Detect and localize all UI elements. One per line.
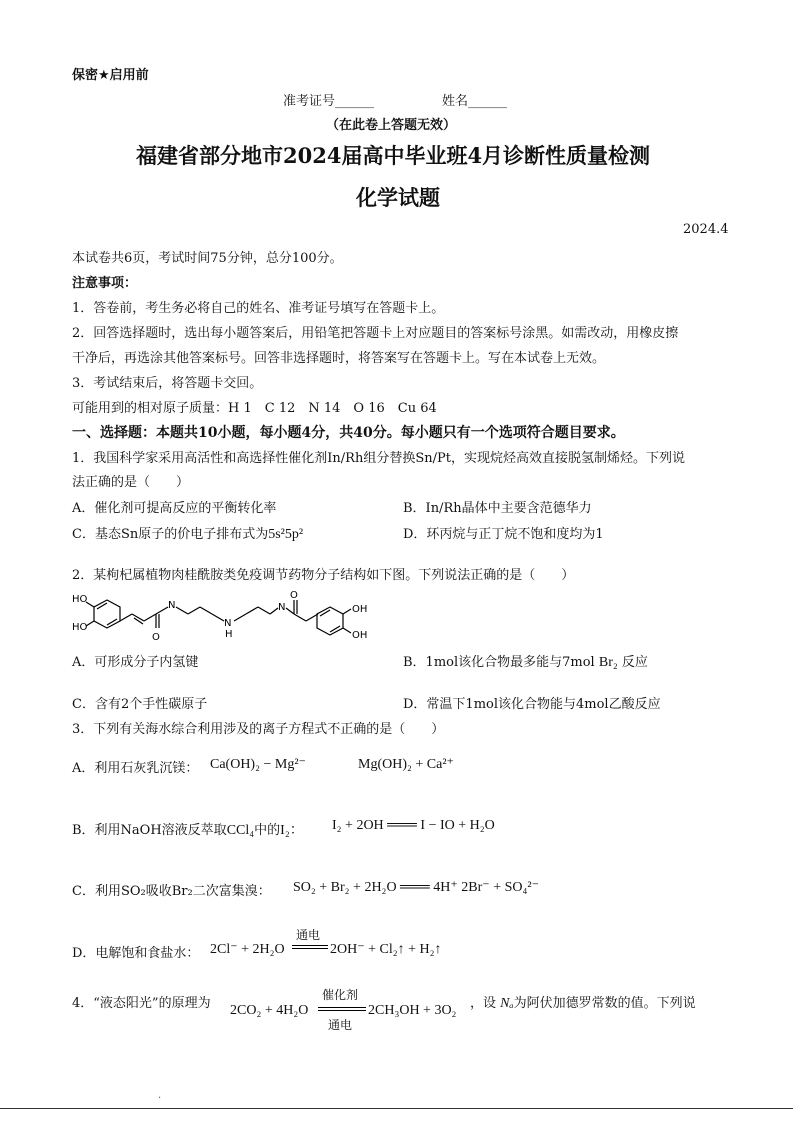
q4-stem-pre: 4．“液态阳光”的原理为 [72,996,211,1011]
q4-condition-bottom: 通电 [328,1018,353,1032]
q4-eq-left: 2CO₂ + 4H₂O [230,1003,309,1018]
q3-option-b-mid: 中的 [254,823,281,838]
q3-option-c-eq: SO₂ + Br₂ + 2H₂O ═══ 4H⁺ 2Br⁻ + SO₄²⁻ [293,880,539,895]
q1-option-c [72,523,303,543]
mol-label-oh-top: OH [352,604,368,615]
q3-option-a-eq-right: Mg(OH)₂ + Ca²⁺ [358,757,454,772]
note-1: 1．答卷前，考生务必将自己的姓名、准考证号填写在答题卡上。 [72,301,445,316]
invalid-note: （在此卷上答题无效） [326,118,457,133]
mol-label-n-mid: N [224,618,232,629]
q2-option-d: D．常温下1mol该化合物能与4mol乙酸反应 [403,697,661,712]
q4-stem-post [470,992,696,1012]
secret-label: 保密★启用前 [72,68,149,83]
q1-option-c-text: C．基态Sn原子的价电子排布式为 [72,527,269,542]
mol-label-n-right: N [278,602,286,613]
q4-stem-post-text: ，设 [470,996,497,1011]
footer-mark: . [158,1090,162,1101]
q3-option-b-text: B．利用NaOH溶液反萃取 [72,823,227,838]
page-subtitle: 化学试题 [356,185,440,210]
q2-molecule-structure [72,588,372,646]
mol-label-o-left: O [152,632,160,643]
mol-label-n-left: N [168,600,176,611]
q4-condition-top: 催化剂 [322,988,359,1002]
q3-option-d-eq-right: 2OH⁻ + Cl₂↑ + H₂↑ [330,942,442,957]
q2-option-b-text: B．1mol该化合物最多能与7mol [403,655,595,670]
q3-option-a-eq-left: Ca(OH)₂ − Mg²⁻ [210,757,306,772]
q3-option-d-eq-bar-bottom [292,948,328,949]
notes-title: 注意事项： [72,276,138,291]
q2-option-a: A．可形成分子内氢键 [72,655,199,670]
mol-label-oh-bottom: OH [352,630,368,641]
exam-number-label: 准考证号______ [283,94,375,109]
q3-option-d-eq-bar-top [292,945,328,946]
section-heading: 一、选择题：本题共10小题，每小题4分，共40分。每小题只有一个选项符合题目要求。 [72,425,625,441]
mol-label-h: H [225,629,233,640]
mol-label-ho-top: HO [72,594,88,605]
q2-option-b-formula: Br₂ [598,655,618,670]
q2-option-b [403,651,648,671]
exam-summary: 本试卷共6页，考试时间75分钟，总分100分。 [72,251,343,266]
q4-eq-bar-top [318,1007,366,1008]
q2-option-b-post: 反应 [621,655,648,670]
q1-stem-b: 法正确的是（ ） [72,475,190,490]
q4-eq-bar-bottom [318,1010,366,1011]
page-title: 福建省部分地市2024届高中毕业班4月诊断性质量检测 [136,143,651,168]
mol-label-o-right: O [290,590,298,601]
q3-option-b [72,819,304,839]
q3-option-b-eq: I₂ + 2OH ═══ I − IO + H₂O [332,818,495,833]
q3-stem: 3．下列有关海水综合利用涉及的离子方程式不正确的是（ ） [72,722,445,737]
q1-option-a: A．催化剂可提高反应的平衡转化率 [72,501,277,516]
q3-option-d-condition: 通电 [296,928,321,942]
q4-stem-end: 为阿伏加德罗常数的值。下列说 [513,996,696,1011]
q3-option-b-i2: I₂： [280,823,304,838]
atomic-masses: 可能用到的相对原子质量：H 1 C 12 N 14 O 16 Cu 64 [72,401,437,416]
exam-date: 2024.4 [683,222,729,237]
page-bottom-rule [0,1108,793,1109]
q1-option-d: D．环丙烷与正丁烷不饱和度均为1 [403,527,604,542]
q4-eq-right: 2CH₃OH + 3O₂ [368,1003,457,1018]
mol-label-ho-bottom: HO [72,622,88,633]
q3-option-d: D．电解饱和食盐水： [72,946,200,961]
q3-option-c: C．利用SO₂吸收Br₂二次富集溴： [72,884,271,899]
note-2b: 干净后，再选涂其他答案标号。回答非选择题时，将答案写在答题卡上。写在本试卷上无效。 [72,351,606,366]
q3-option-a-text: A．利用石灰乳沉镁： [72,761,199,776]
q3-option-b-ccl4: CCl₄ [226,823,255,838]
name-label: 姓名______ [442,94,508,109]
note-3: 3．考试结束后，将答题卡交回。 [72,376,263,391]
q4-na-symbol: Nₐ [500,996,514,1011]
q3-option-d-eq-left: 2Cl⁻ + 2H₂O [210,942,285,957]
q3-option-a [72,757,198,776]
note-2a: 2．回答选择题时，选出每小题答案后，用铅笔把答题卡上对应题目的答案标号涂黑。如需改动，用橡皮擦 [72,326,679,341]
q1-stem-a: 1．我国科学家采用高活性和高选择性催化剂In/Rh组分替换Sn/Pt，实现烷烃高效直接脱氢制烯烃。下列说 [72,451,685,466]
q1-option-c-formula: 5s²5p² [268,527,304,542]
q1-option-b: B．In/Rh晶体中主要含范德华力 [403,501,592,516]
q2-option-c: C．含有2个手性碳原子 [72,697,208,712]
q2-stem: 2．某枸杞属植物肉桂酰胺类免疫调节药物分子结构如下图。下列说法正确的是（ ） [72,568,575,583]
